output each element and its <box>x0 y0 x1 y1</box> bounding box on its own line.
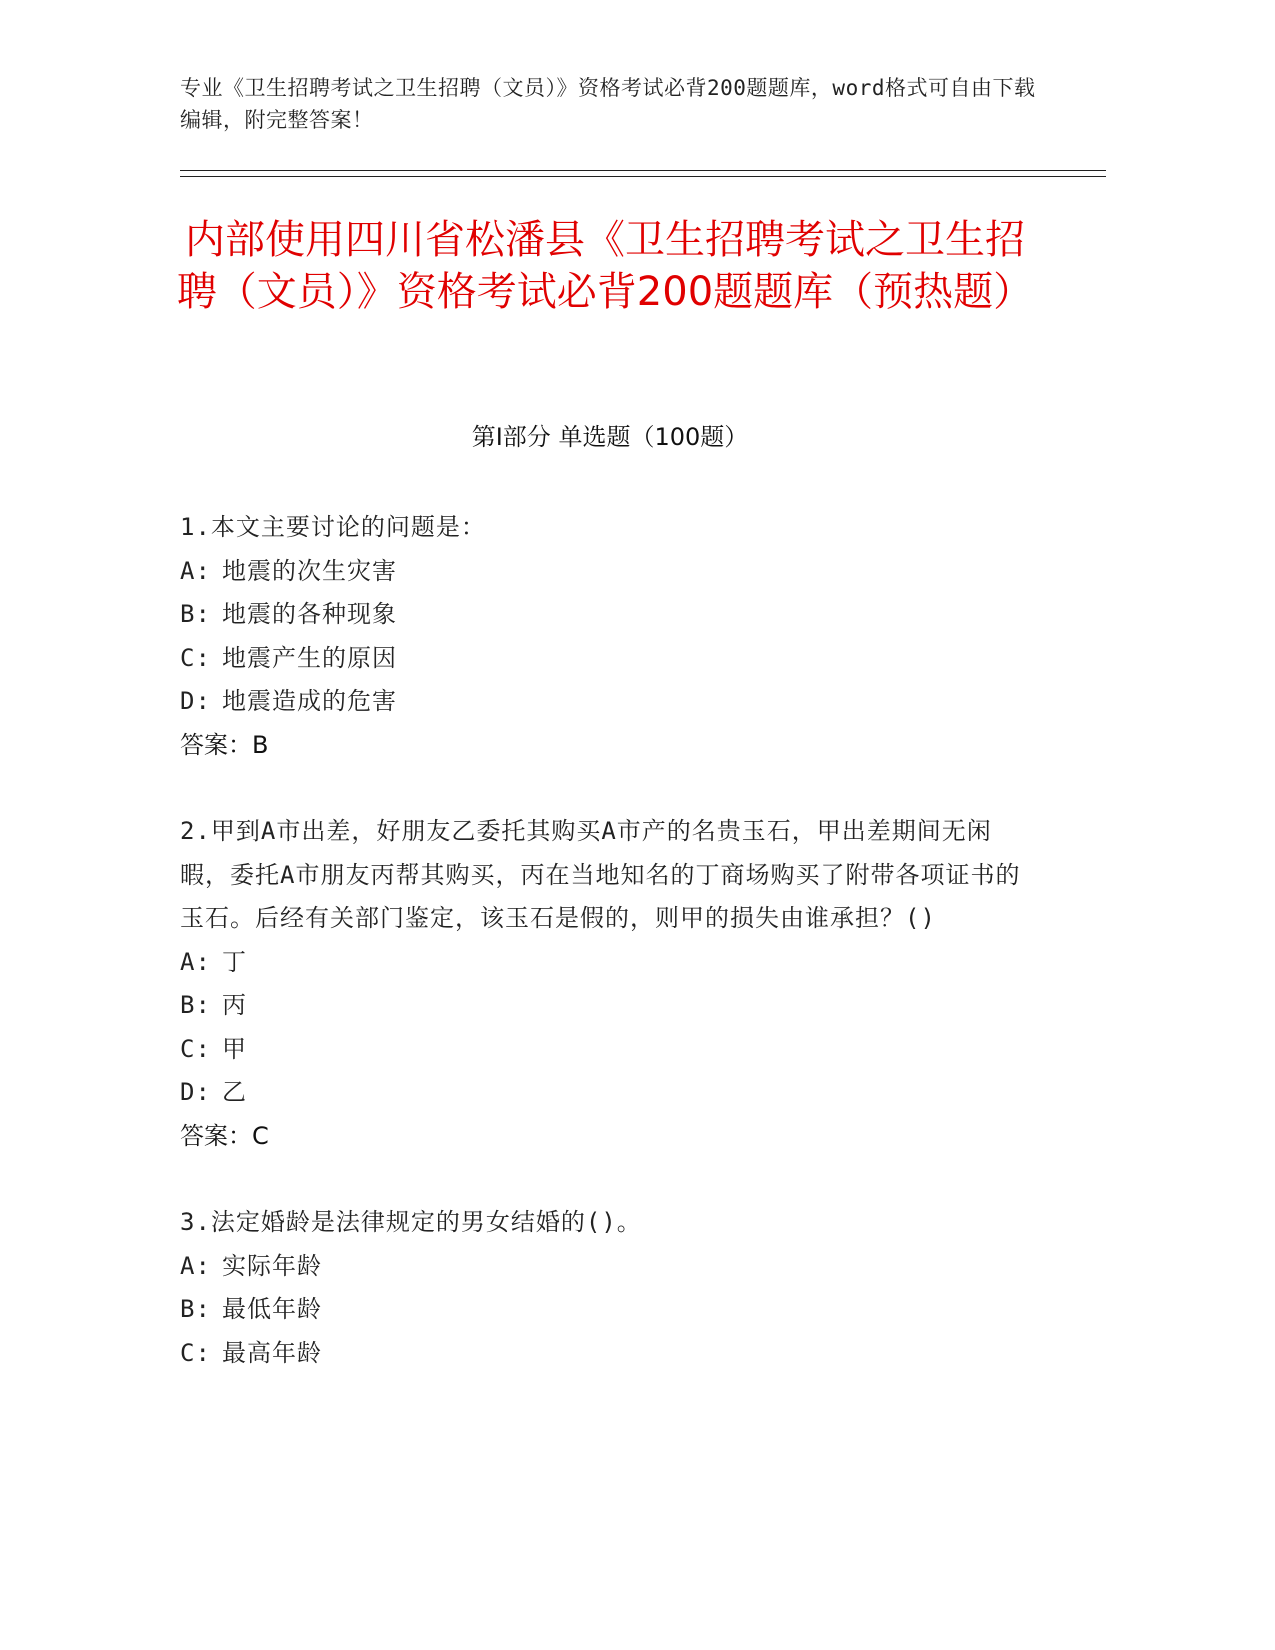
document-title: 内部使用四川省松潘县《卫生招聘考试之卫生招聘（文员）》资格考试必背200题题库（预热题） <box>176 217 1034 315</box>
option-letter: D: <box>180 1078 211 1106</box>
option-text: 地震产生的原因 <box>222 643 397 672</box>
option-letter: C: <box>180 643 211 672</box>
option-letter: A: <box>180 947 211 976</box>
question-2 <box>180 810 1040 1158</box>
question-stem: 1.本文主要讨论的问题是： <box>180 513 486 541</box>
option-c <box>180 1028 1040 1072</box>
header-note: 专业《卫生招聘考试之卫生招聘（文员）》资格考试必背200题题库，word格式可自由下载编辑，附完整答案！ <box>180 76 1036 132</box>
option-c <box>180 1332 1040 1376</box>
option-text: 最高年龄 <box>222 1338 322 1367</box>
option-text: 实际年龄 <box>222 1251 322 1280</box>
option-d <box>180 680 1040 724</box>
option-text: 地震造成的危害 <box>222 687 397 715</box>
option-text: 甲 <box>222 1034 247 1063</box>
header-divider-bottom <box>180 176 1106 177</box>
option-letter: B: <box>180 1295 211 1323</box>
option-letter: B: <box>180 991 211 1019</box>
option-letter: B: <box>180 600 211 628</box>
question-3 <box>180 1201 1040 1375</box>
answer-line: 答案：B <box>180 730 269 759</box>
section-title: 第I部分 单选题（100题） <box>471 423 749 451</box>
option-a <box>180 941 1040 985</box>
question-stem: 2.甲到A市出差，好朋友乙委托其购买A市产的名贵玉石，甲出差期间无闲暇，委托A市朋友丙帮其购买，丙在当地知名的丁商场购买了附带各项证书的玉石。后经有关部门鉴定，该玉石是假的，则甲的损失由谁承担？() <box>180 817 1021 932</box>
option-b <box>180 1288 1040 1332</box>
option-text: 丁 <box>222 947 247 976</box>
option-c <box>180 637 1040 681</box>
option-text: 乙 <box>222 1078 247 1106</box>
option-letter: C: <box>180 1034 211 1063</box>
answer-line: 答案：C <box>180 1121 269 1150</box>
option-a <box>180 1245 1040 1289</box>
option-text: 丙 <box>222 991 247 1019</box>
option-letter: A: <box>180 556 211 585</box>
option-letter: C: <box>180 1338 211 1367</box>
header-divider-top <box>180 170 1106 171</box>
option-letter: A: <box>180 1251 211 1280</box>
option-text: 地震的次生灾害 <box>222 556 397 585</box>
option-letter: D: <box>180 687 211 715</box>
option-b <box>180 593 1040 637</box>
option-b <box>180 984 1040 1028</box>
option-text: 地震的各种现象 <box>222 600 397 628</box>
option-text: 最低年龄 <box>222 1295 322 1323</box>
question-list <box>180 506 1040 1418</box>
question-stem: 3.法定婚龄是法律规定的男女结婚的()。 <box>180 1208 642 1236</box>
option-d <box>180 1071 1040 1115</box>
option-a <box>180 550 1040 594</box>
question-1 <box>180 506 1040 767</box>
